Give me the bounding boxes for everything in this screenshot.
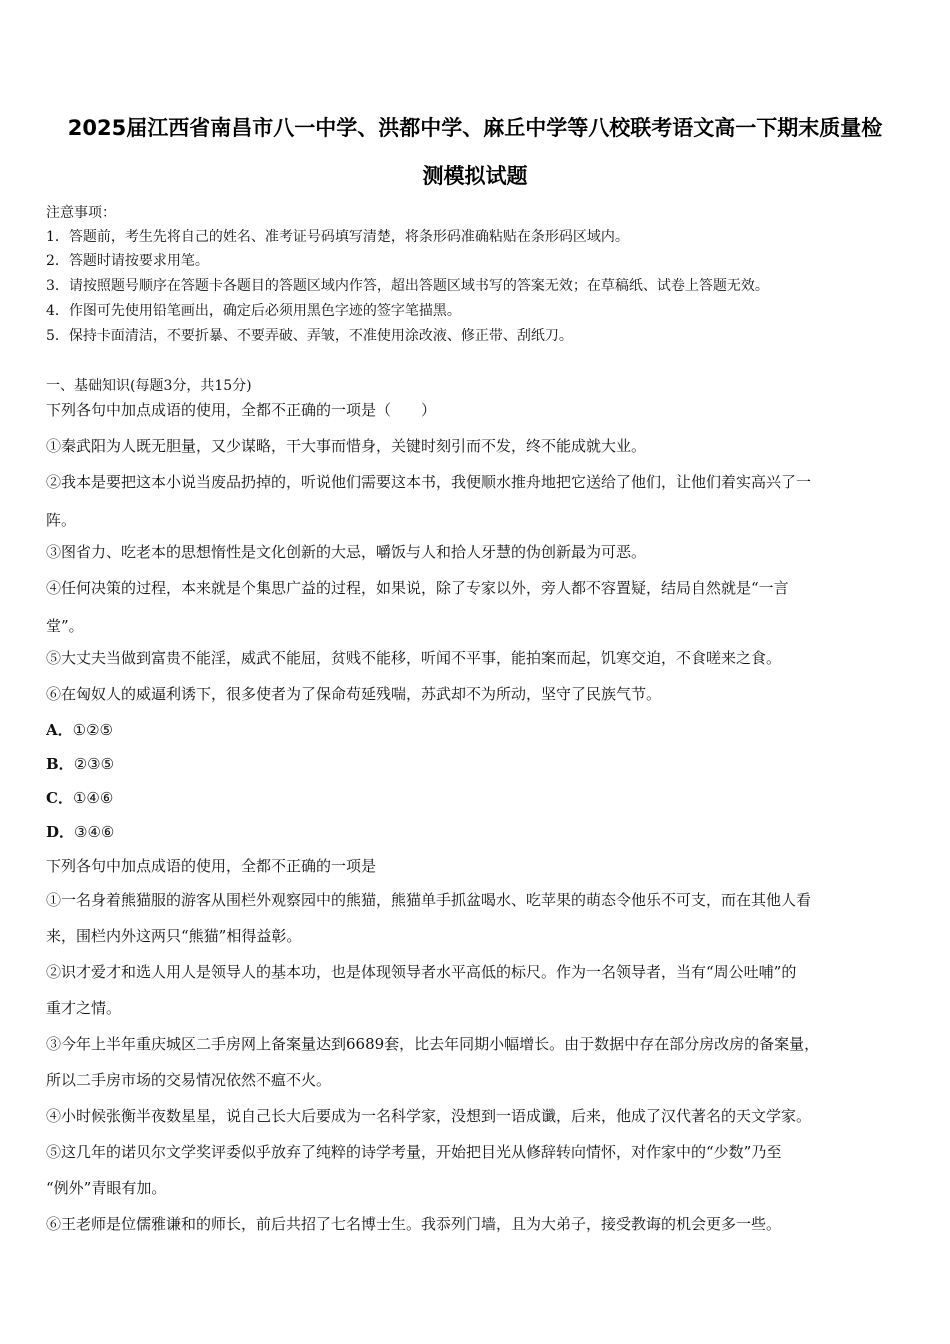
q1-option-b-label: B． <box>46 755 74 773</box>
q2-sentence-5: ⑤这几年的诺贝尔文学奖评委似乎放弃了纯粹的诗学考量，开始把目光从修辞转向情怀，对作家中的“少数”乃至 <box>46 1143 782 1161</box>
q1-option-a-text: ①②⑤ <box>72 721 113 739</box>
q1-sentence-2-cont: 阵。 <box>46 511 77 529</box>
notice-item-3: 3．请按照题号顺序在答题卡各题目的答题区域内作答，超出答题区域书写的答案无效；在草稿纸、试卷上答题无效。 <box>46 278 769 294</box>
notice-item-5: 5．保持卡面清洁，不要折暴、不要弄破、弄皱，不准使用涂改液、修正带、刮纸刀。 <box>46 328 573 344</box>
q1-sentence-3: ③图省力、吃老本的思想惰性是文化创新的大忌，嚼饭与人和拾人牙慧的伪创新最为可恶。 <box>46 543 647 561</box>
notice-heading: 注意事项： <box>46 205 116 221</box>
q2-sentence-1: ①一名身着熊猫服的游客从围栏外观察园中的熊猫，熊猫单手抓盆喝水、吃苹果的萌态令他乐不可支，而在其他人看 <box>46 891 812 909</box>
q1-sentence-5: ⑤大丈夫当做到富贵不能淫，威武不能屈，贫贱不能移，听闻不平事，能拍案而起，饥寒交迫，不食嗟来之食。 <box>46 649 782 667</box>
q1-option-d <box>46 822 908 842</box>
q1-sentence-4: ④任何决策的过程，本来就是个集思广益的过程，如果说，除了专家以外，旁人都不容置疑，结局自然就是“一言 <box>46 579 789 597</box>
q1-stem: 下列各句中加点成语的使用，全都不正确的一项是（ ） <box>46 401 437 419</box>
q2-sentence-2: ②识才爱才和选人用人是领导人的基本功，也是体现领导者水平高低的标尺。作为一名领导者，当有“周公吐哺”的 <box>46 963 797 981</box>
notice-item-4: 4．作图可先使用铅笔画出，确定后必须用黑色字迹的签字笔描黑。 <box>46 303 461 319</box>
q1-option-a <box>46 720 908 740</box>
notice-item-1: 1．答题前，考生先将自己的姓名、准考证号码填写清楚，将条形码准确粘贴在条形码区域内。 <box>46 229 629 245</box>
q2-sentence-3: ③今年上半年重庆城区二手房网上备案量达到6689套，比去年同期小幅增长。由于数据中存在部分房改房的备案量， <box>46 1035 820 1053</box>
q2-sentence-4: ④小时候张衡半夜数星星，说自己长大后要成为一名科学家，没想到一语成谶，后来，他成了汉代著名的天文学家。 <box>46 1107 812 1125</box>
q2-sentence-1-cont: 来，围栏内外这两只“熊猫”相得益彰。 <box>46 927 302 945</box>
q1-option-d-text: ③④⑥ <box>74 823 115 841</box>
q2-sentence-5-cont: “例外”青眼有加。 <box>46 1179 167 1197</box>
q1-option-c <box>46 788 908 808</box>
exam-title-line-1: 2025届江西省南昌市八一中学、洪都中学、麻丘中学等八校联考语文高一下期末质量检 <box>67 116 883 140</box>
q1-sentence-6: ⑥在匈奴人的威逼利诱下，很多使者为了保命苟延残喘，苏武却不为所动，坚守了民族气节。 <box>46 685 662 703</box>
q1-sentence-2: ②我本是要把这本小说当废品扔掉的，听说他们需要这本书，我便顺水推舟地把它送给了他们，让他们着实高兴了一 <box>46 473 812 491</box>
q1-option-c-text: ①④⑥ <box>72 789 114 807</box>
q1-option-d-label: D． <box>46 823 75 841</box>
q2-sentence-2-cont: 重才之情。 <box>46 999 122 1017</box>
q1-option-b-text: ②③⑤ <box>73 755 115 773</box>
q1-option-c-label: C． <box>46 789 73 807</box>
q1-sentence-4-cont: 堂”。 <box>46 617 84 635</box>
notice-item-2: 2．答题时请按要求用笔。 <box>46 253 209 269</box>
exam-title-line-2: 测模拟试题 <box>422 164 528 188</box>
section-heading: 一、基础知识(每题3分，共15分) <box>46 378 252 394</box>
q2-sentence-3-cont: 所以二手房市场的交易情况依然不瘟不火。 <box>46 1071 332 1089</box>
q1-option-b <box>46 754 908 774</box>
q1-sentence-1: ①秦武阳为人既无胆量，又少谋略，干大事而惜身，关键时刻引而不发，终不能成就大业。 <box>46 437 647 455</box>
q2-stem: 下列各句中加点成语的使用，全都不正确的一项是 <box>46 857 377 875</box>
q2-sentence-6: ⑥王老师是位儒雅谦和的师长，前后共招了七名博士生。我忝列门墙，且为大弟子，接受教诲的机会更多一些。 <box>46 1215 782 1233</box>
q1-option-a-label: A． <box>46 721 73 739</box>
